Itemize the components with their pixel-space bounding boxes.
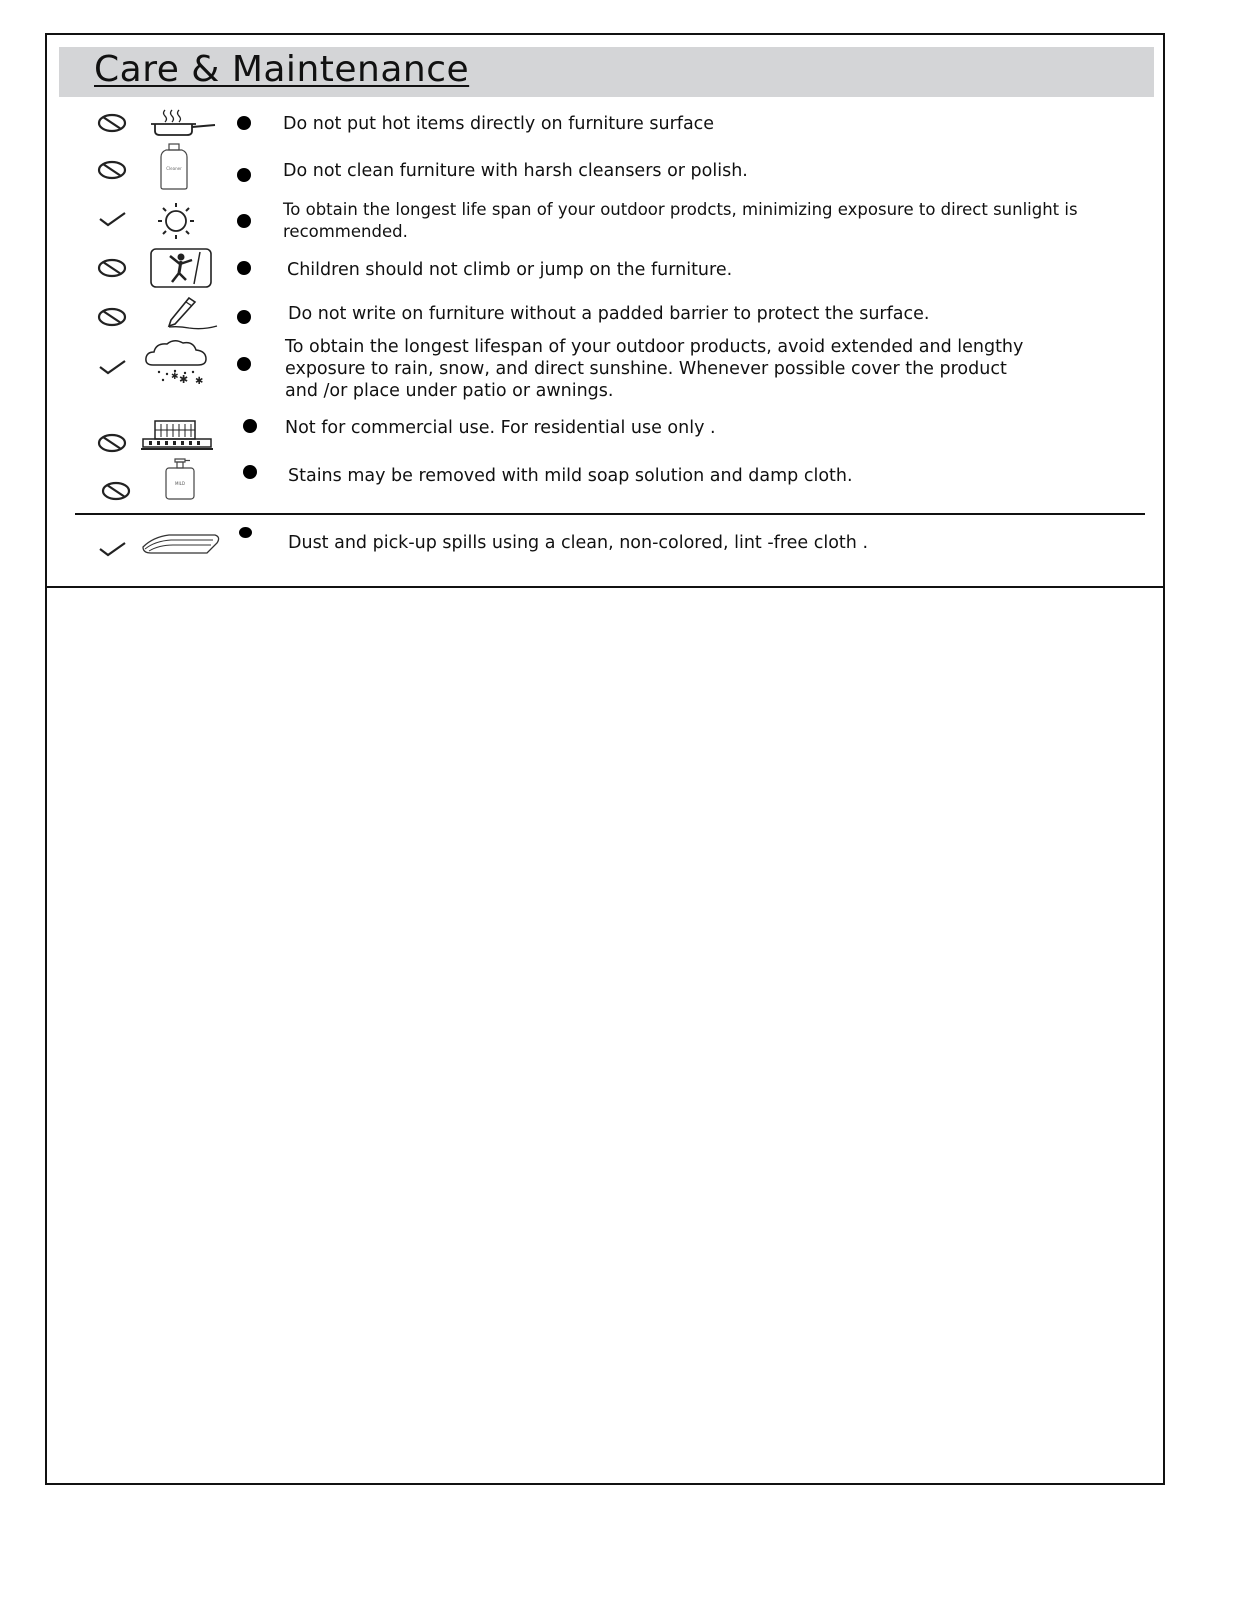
check-icon [95, 355, 129, 379]
page-title: Care & Maintenance [94, 49, 470, 90]
soap-pump-bottle-icon [161, 457, 201, 501]
bullet [237, 168, 251, 182]
check-icon [95, 537, 129, 561]
prohibited-icon [95, 111, 129, 135]
child-climbing-icon [150, 248, 212, 288]
bullet [237, 310, 251, 324]
care-text: Stains may be removed with mild soap solution and damp cloth. [288, 466, 853, 486]
prohibited-icon [99, 479, 133, 503]
hot-pan-icon [145, 107, 217, 141]
mild-label: MILD [175, 481, 185, 486]
title-bar [59, 47, 1154, 97]
care-text: To obtain the longest life span of your outdoor prodcts, minimizing exposure to direct sunlight is recommended. [283, 200, 1078, 241]
care-text: Do not put hot items directly on furniture surface [283, 114, 715, 134]
pen-writing-icon [159, 296, 219, 332]
bullet [237, 116, 251, 130]
page-frame [45, 33, 1165, 1485]
prohibited-icon [95, 256, 129, 280]
bullet [239, 527, 252, 538]
care-maintenance-section [47, 35, 1163, 588]
bullet [243, 419, 257, 433]
prohibited-icon [95, 158, 129, 182]
bullet [237, 357, 251, 371]
care-text: Not for commercial use. For residential use only . [285, 418, 716, 438]
bullet [237, 261, 251, 275]
care-text: Do not clean furniture with harsh cleansers or polish. [283, 161, 748, 181]
rain-snow-cloud-icon [143, 339, 211, 387]
bullet [237, 214, 251, 228]
folded-cloth-icon [141, 531, 221, 557]
section-divider [75, 513, 1145, 515]
bullet [243, 465, 257, 479]
cleaner-bottle-icon [157, 143, 193, 191]
svg-text:✱: ✱ [179, 373, 189, 386]
prohibited-icon [95, 431, 129, 455]
care-text: To obtain the longest lifespan of your outdoor products, avoid extended and lengthy exposure to rain, snow, and direct sunshine. Whenever possible cover the product and /or place under patio or awnings. [285, 337, 1024, 401]
care-text: Dust and pick-up spills using a clean, non-colored, lint -free cloth . [288, 533, 869, 553]
care-text: Children should not climb or jump on the furniture. [287, 260, 733, 280]
care-text: Do not write on furniture without a padded barrier to protect the surface. [288, 304, 930, 324]
commercial-building-icon [139, 419, 215, 451]
prohibited-icon [95, 305, 129, 329]
check-icon [95, 207, 129, 231]
svg-text:✱: ✱ [171, 372, 179, 382]
cleaner-label: Cleaner [166, 166, 182, 171]
sun-icon [151, 201, 201, 241]
svg-text:✱: ✱ [195, 376, 204, 387]
